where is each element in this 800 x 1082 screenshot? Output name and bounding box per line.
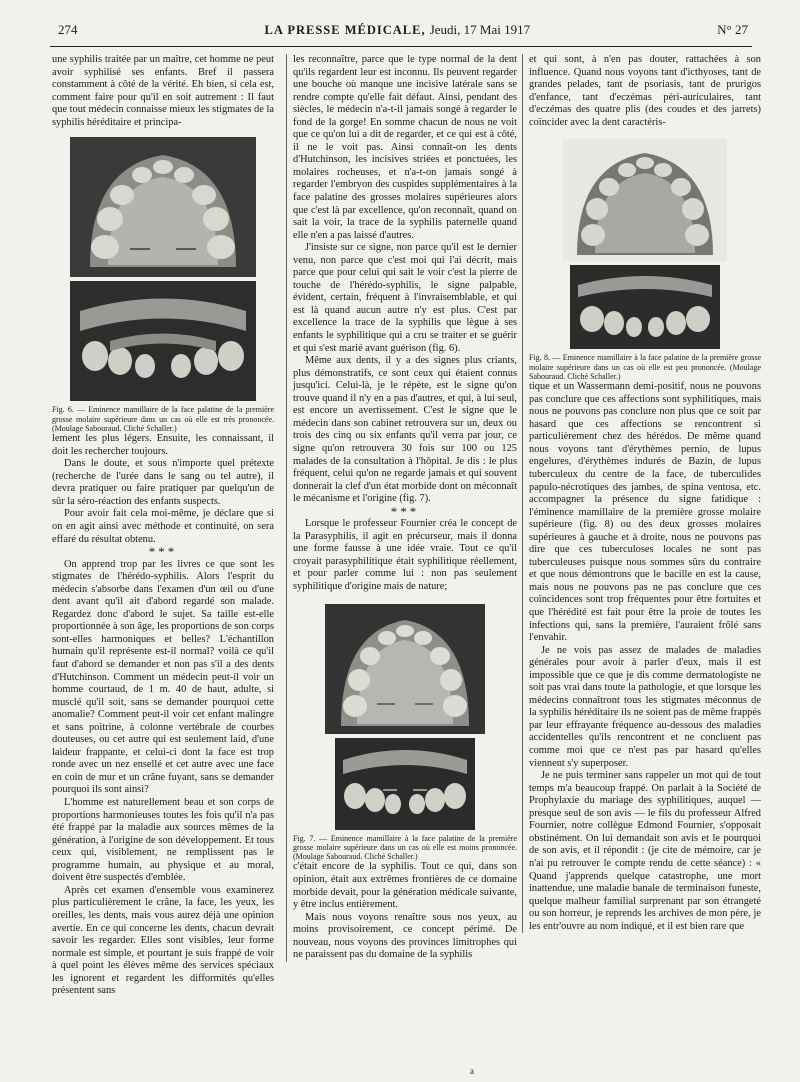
section-separator: *** xyxy=(148,544,178,560)
paragraph: et qui sont, à n'en pas douter, rattachées à son influence. Quand nous voyons tant d'icthyoses, tant de grandes pelades, tant de psoriasis, tant de prurigos d'enfance, tant d'eczémas péri-auriculaires, tant d'eczémas des quatre plis (des coudes et des jarrets) coïncider avec la dent caractéris- xyxy=(529,54,761,128)
printer-mark: a xyxy=(470,1066,474,1076)
figure-6-bottom-photo xyxy=(70,281,256,401)
header-rule xyxy=(50,46,752,47)
issue-number: N° 27 xyxy=(717,22,748,37)
figure-8-top-photo xyxy=(563,139,727,261)
figure-7-bottom-photo xyxy=(335,738,475,830)
paragraph: lement les plus légers. Ensuite, les connaissant, il doit les rechercher toujours. xyxy=(52,433,274,457)
paragraph: Dans le doute, et sous n'importe quel prétexte (recherche de l'urée dans le sang ou tel autre), il devra pratiquer ou faire pratiquer par quelqu'un de sûr la séro-réaction des enfants suspects. xyxy=(52,458,274,507)
paragraph: Je ne vois pas assez de malades de maladies générales pour avoir à parler d'eux, mais il est impossible que ce que je dis comme dermatologiste ne soit pas vrai dans toute la pathologie, et que lorsque les médecins connaîtront tous les stigmates méconnus de la syphilis héréditaire ils ne soient pas de même frappés par leur effrayante fréquence au-dessous des maladies accidentelles qu'ils rencontrent et ne concluent pas comme moi que ce n'est pas par hasard qu'elles viennent s'y superposer. xyxy=(529,644,761,769)
paragraph: Je ne puis terminer sans rappeler un mot qui de tout temps m'a beaucoup frappé. On parlait à la Société de Prophylaxie du mariage des syphilitiques, auquel — presque seul de son avis — le fils du professeur Alfred Fournier, notre collègue Edmond Fournier, s'opposait obstinément. On lui demandait son avis et le pourquoi de son avis, et il répondit : (je cite de mémoire, car je n'ai pu retrouver le compte rendu de cette séance) : « Quand j'apprends quelque catastrophe, une mort inattendue, une maladie banale de terminaison funeste, quelque malheur familial surprenant par son étrangeté ou son horreur, je reprends les archives de mon père, je les entr'ouvre au nom indiqué, et il est bien rare que xyxy=(529,770,761,932)
figure-8-bottom-photo xyxy=(570,265,720,349)
issue-date: Jeudi, 17 Mai 1917 xyxy=(429,22,531,37)
paragraph: Pour avoir fait cela moi-même, je déclare que si on en agit ainsi avec méthode et continuité, on sera effaré du résultat obtenu. xyxy=(52,508,274,545)
figure-8-caption: Fig. 8. — Eminence mamillaire à la face palatine de la première grosse molaire supérieure dans un cas où elle est peu prononcée. (Moulage Sabouraud. Cliché Schaller.) xyxy=(529,353,761,381)
figure-7-caption: Fig. 7. — Eminence mamillaire à la face palatine de la première grosse molaire supérieure dans un cas où elle est moins prononcée. (Moulage Sabouraud. Cliché Schaller.) xyxy=(293,833,517,862)
figure-6-top-photo xyxy=(70,137,256,277)
paragraph: L'homme est naturellement beau et son corps de proportions harmonieuses toutes les fois qu'il n'a pas été frappé par la maladie aux sources mêmes de la génération, à l'origine de son développement. Et tous ceux qui, visiblement, ne remplissent pas le programme humain, au physique et au moral, doivent être suspectés d'emblée. xyxy=(52,797,274,884)
figure-6-caption: Fig. 6. — Eminence mamillaire de la face palatine de la première grosse molaire supérieure dans un cas où elle est très prononcée. (Moulage Sabouraud. Cliché Schaller.) xyxy=(52,405,274,433)
paragraph: Après cet examen d'ensemble vous examinerez plus particulièrement le crâne, la face, les yeux, les oreilles, les dents, mais vous aurez déjà une opinion avertie. En ce qui concerne les dents, chacun devrait savoir les regarder. Elles sont visibles, leur forme normale est simple, et pourtant je suis frappé de voir à quel point les élèves même des services spéciaux les ignorent et regardent les difformités qu'elles présentent sans xyxy=(52,884,274,997)
paragraph: les reconnaître, parce que le type normal de la dent qu'ils regardent leur est inconnu. Ils peuvent regarder une bouche où manque une incisive latérale sans se rendre compte qu'elle fait défaut. Ainsi, pendant des siècles, le médecin n'a-t-il jamais songé à regarder le fond de la gorge! En somme chacun de nous ne voit que ce qu'on lui a dit de regarder, et ce qui est à côté, il ne le voit pas. Ainsi connaît-on les dents d'Hutchinson, les incisives striées et ponctuées, les molaires rocheuses, et n'a-t-on jamais songé à regarder l'embryon des cuspides supplémentaires à la face palatine des grosses molaires supérieures alors que c'est là par excellence, qu'on reconnaît, quand on sait la voir, la trace de la syphilis paternelle quand elle n'en a pas laissé d'autres. xyxy=(293,54,517,241)
page-header xyxy=(58,22,748,42)
paragraph: Lorsque le professeur Fournier créa le concept de la Parasyphilis, il agit en précurseur, mais il donna une forme fausse à une idée vraie. Tout ce qu'il croyait parasyphilitique était syphilitique réellement, et pour parler comme lui : non pas seulement syphilitique d'origine mais de nature; xyxy=(293,518,517,592)
column-1 xyxy=(52,54,274,998)
journal-title xyxy=(265,22,531,38)
paragraph: On apprend trop par les livres ce que sont les stigmates de l'hérédo-syphilis. Alors l'esprit du médecin s'absorbe dans l'examen d'un œil ou d'une dent avant qu'il ait d'abord regardé son malade. Regardez donc d'abord le sujet. Sa taille est-elle proportionnée à son âge, les proportions de son corps sont-elles harmoniques et belles? L'échantillon humain qu'il représente est-il normal? voilà ce qu'il faut d'abord se demander et non pas s'il a des dents d'Hutchinson. Comment un médecin peut-il voir un homme courtaud, de 1 m. 40 de haut, adulte, si musclé qu'il soit, sans se demander pourquoi cette anomalie? Comment peut-il voir cet enfant malingre et sans poitrine, à colonne vertébrale de courbes douteuses, ou cet autre qui est seulement laid, d'une laideur frappante, et celui-ci dont la face est trop ronde avec un nez ensellé et cet autre avec une face en coin de mur et un crâne fuyant, sans se demander pourquoi ils sont ainsi? xyxy=(52,558,274,796)
paragraph: Mais nous voyons renaître sous nos yeux, au moins provisoirement, ce concept périmé. De nouveau, nous voyons des provinces limitrophes qui ne paraissent pas du domaine de la syphilis xyxy=(293,911,517,961)
paragraph: J'insiste sur ce signe, non parce qu'il est le dernier venu, non parce que c'est moi qui l'ai décrit, mais parce que pour celui qui sait le voir c'est la pierre de touche de l'hérédo-syphilis, le signe palpable, évident, certain, fréquent à l'invraisemblable, et qui est là quand aucun autre n'y est plus. C'est par excellence la trace de la syphilis que lègue à ses enfants le syphilitique qui a cru se traiter et se guérir et qui s'est marié avant guérison (fig. 6). xyxy=(293,242,517,354)
paragraph: tique et un Wassermann demi-positif, nous ne pouvons pas conclure que ces affections sont syphilitiques, mais nous ne pouvons pas conclure non plus que ce soit par hasard que ces affections se rencontrent si particulièrement chez des hérédos. De même quand nous voyons tant d'érythèmes pernio, de lupus engelures, d'érythèmes indurés de Bazin, de lupus tuberculeux du centre de la face, de tuberculides papulo-nécrotiques des jambes, de spina ventosa, etc. accompagner la présence du signe fatidique : l'éminence mamillaire de la première grosse molaire supérieure (fig. 8) ou des deux grosses molaires supérieures à gauche et à droite, nous ne pouvons pas dire que ces tuberculoses locales ne sont pas tuberculeuses puisque nous sommes sûrs du contraire et que nous démontrons que le bacille en est la cause, mais nous ne pouvons pas ne pas conclure que ces coïncidences sont trop fréquentes pour être fortuites et que l'hérédité est fait pour être la proie de toutes les infections qui, sans la première, l'auraient frôlé sans l'envahir. xyxy=(529,381,761,644)
paragraph: c'était encore de la syphilis. Tout ce qui, dans son opinion, était aux extrêmes frontières de ce domaine morbide devait, pour la génération médicale suivante, y être inclus entièrement. xyxy=(293,861,517,911)
figure-7-top-photo xyxy=(325,604,485,734)
column-2 xyxy=(286,54,517,962)
paragraph: une syphilis traitée par un maître, cet homme ne peut avoir syphilisé ses enfants. Bref il passera constamment à côté de la vérité. Eh bien, si cela est, comment faire pour qu'il en soit autrement : Il faut que tout médecin connaisse mieux les stigmates de la syphilis héréditaire et principa- xyxy=(52,54,274,128)
column-3 xyxy=(522,54,761,933)
section-separator: *** xyxy=(390,503,420,519)
page-number: 274 xyxy=(58,22,78,37)
journal-name: LA PRESSE MÉDICALE, xyxy=(264,23,426,37)
paragraph: Même aux dents, il y a des signes plus criants, plus démonstratifs, ce sont ceux qui étaient connus jusqu'ici. Celui-là, je le répète, est le signe qu'on trouve quand il n'y en a pas d'autres, et qui, à lui seul, est encore un avertissement. C'est le signe que le médecin dans son cabinet retrouvera sur un, deux ou trois des cinq ou six enfants qu'il verra par jour, ce signe qu'on retrouvera 30 fois sur 100 ou 125 malades de la consultation à l'hôpital. Je dis : le plus fréquent, celui qu'on ne regarde jamais et qui souvent donnerait la clef d'un état morbide dont on méconnaît le mécanisme et l'origine (fig. 7). xyxy=(293,355,517,505)
